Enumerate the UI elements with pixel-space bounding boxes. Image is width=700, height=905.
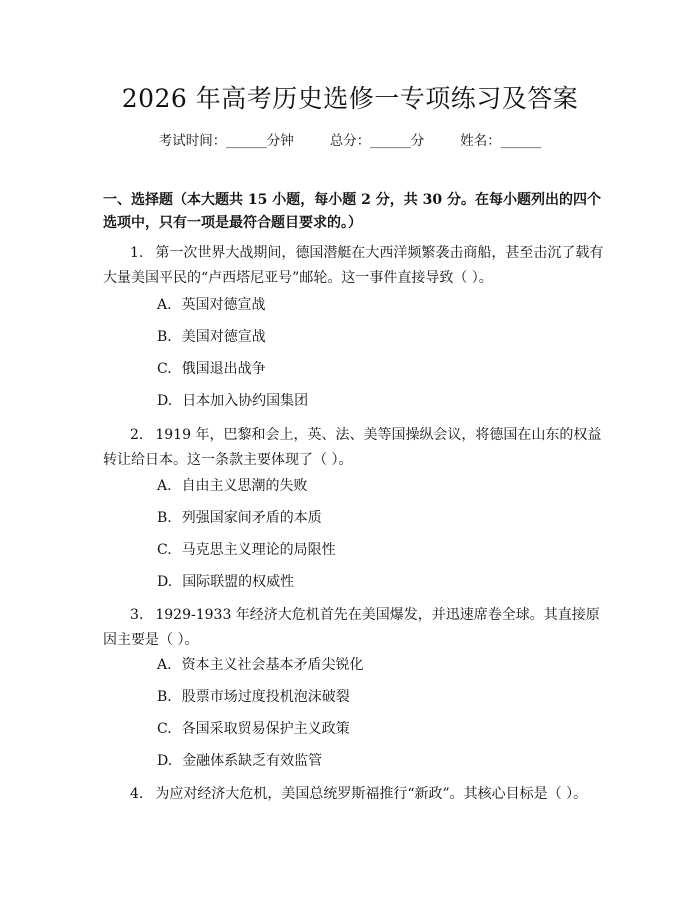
section-heading: 一、选择题（本大题共 15 小题，每小题 2 分，共 30 分。在每小题列出的四个选项中，只有一项是最符合题目要求的。）: [103, 192, 601, 231]
question-number: 1.: [130, 245, 144, 261]
student-name-field: 姓名：______: [460, 133, 542, 149]
option-letter: A.: [157, 657, 172, 673]
option-text: 资本主义社会基本矛盾尖锐化: [181, 657, 364, 673]
question-text: 1929-1933 年经济大危机首先在美国爆发，并迅速席卷全球。其直接原因主要是（ ）。: [103, 607, 600, 648]
question-text: 为应对经济大危机，美国总统罗斯福推行“新政”。其核心目标是（ ）。: [155, 786, 588, 802]
question-number: 2.: [130, 427, 144, 443]
question-1-option-c: [157, 359, 266, 379]
question-2: [103, 423, 608, 473]
option-text: 马克思主义理论的局限性: [181, 542, 336, 558]
option-text: 股票市场过度投机泡沫破裂: [181, 689, 350, 705]
exam-meta: [0, 131, 700, 151]
question-1: [103, 241, 608, 291]
option-letter: C.: [157, 542, 172, 558]
question-3-option-b: [157, 687, 350, 707]
question-3-option-c: [157, 719, 350, 739]
option-text: 金融体系缺乏有效监管: [182, 753, 323, 769]
question-4: [103, 782, 608, 807]
option-letter: C.: [157, 721, 172, 737]
option-letter: B.: [157, 329, 172, 345]
option-letter: D.: [157, 753, 173, 769]
option-letter: C.: [157, 361, 172, 377]
question-text: 第一次世界大战期间，德国潜艇在大西洋频繁袭击商船，甚至击沉了载有大量美国平民的“卢西塔尼亚号”邮轮。这一事件直接导致（ ）。: [103, 245, 604, 286]
option-letter: A.: [157, 297, 172, 313]
total-score-field: 总分：______分: [329, 133, 425, 149]
option-letter: B.: [157, 510, 172, 526]
question-1-option-a: [157, 295, 266, 315]
option-text: 美国对德宣战: [181, 329, 266, 345]
option-text: 自由主义思潮的失败: [181, 478, 308, 494]
question-2-option-b: [157, 508, 322, 528]
question-2-option-a: [157, 476, 308, 496]
question-2-option-d: [157, 572, 294, 592]
question-number: 3.: [130, 607, 144, 623]
option-letter: A.: [157, 478, 172, 494]
option-text: 英国对德宣战: [181, 297, 266, 313]
option-letter: D.: [157, 393, 173, 409]
option-letter: D.: [157, 574, 173, 590]
option-text: 俄国退出战争: [181, 361, 266, 377]
option-text: 国际联盟的权威性: [182, 574, 295, 590]
option-text: 各国采取贸易保护主义政策: [181, 721, 350, 737]
question-3-option-d: [157, 751, 322, 771]
question-number: 4.: [130, 786, 144, 802]
option-letter: B.: [157, 689, 172, 705]
question-3: [103, 603, 608, 653]
question-1-option-d: [157, 391, 308, 411]
page-title: 2026 年高考历史选修一专项练习及答案: [121, 84, 579, 113]
question-text: 1919 年，巴黎和会上，英、法、美等国操纵会议，将德国在山东的权益转让给日本。这一条款主要体现了（ ）。: [103, 427, 602, 468]
question-2-option-c: [157, 540, 336, 560]
option-text: 日本加入协约国集团: [182, 393, 309, 409]
exam-time-field: 考试时间：______分钟: [158, 133, 294, 149]
question-1-option-b: [157, 327, 266, 347]
question-3-option-a: [157, 655, 364, 675]
option-text: 列强国家间矛盾的本质: [181, 510, 322, 526]
